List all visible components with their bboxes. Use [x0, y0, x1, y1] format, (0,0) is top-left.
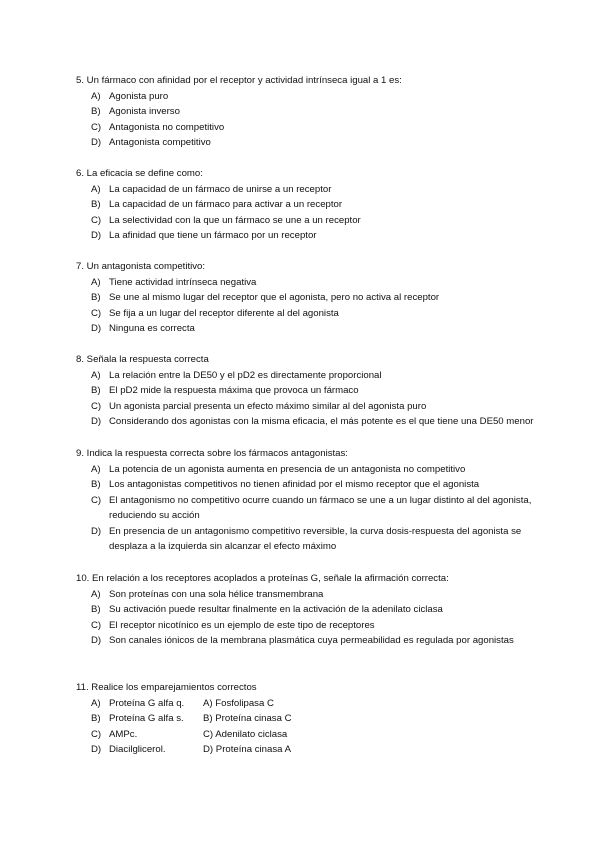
option-text: Un agonista parcial presenta un efecto máximo similar al del agonista puro [109, 400, 427, 412]
option-a [76, 275, 536, 291]
option-text: Ninguna es correcta [109, 323, 195, 334]
pair-left: Proteína G alfa s. [109, 713, 184, 724]
option-letter: A) [91, 369, 101, 381]
option-letter: C) [91, 619, 102, 631]
question-text: 10. En relación a los receptores acoplados a proteínas G, señale la afirmación correcta: [76, 573, 449, 584]
option-d [76, 633, 536, 649]
option-d [76, 135, 536, 151]
pairs-list [76, 696, 536, 758]
option-text: El receptor nicotínico es un ejemplo de este tipo de receptores [109, 619, 375, 631]
option-d [76, 321, 536, 337]
question-text: 5. Un fármaco con afinidad por el receptor y actividad intrínseca igual a 1 es: [76, 75, 402, 86]
option-b [76, 104, 536, 120]
option-c [76, 213, 536, 229]
options-list [76, 89, 536, 151]
option-text: La relación entre la DE50 y el pD2 es directamente proporcional [109, 369, 382, 381]
option-text: Agonista puro [109, 90, 169, 102]
options-list [76, 182, 536, 244]
option-text: Antagonista competitivo [109, 137, 211, 148]
option-b [76, 290, 536, 306]
question-6 [76, 166, 536, 244]
option-letter: B) [91, 292, 101, 303]
option-text: Agonista inverso [109, 106, 180, 117]
option-text: Se fija a un lugar del receptor diferente al del agonista [109, 307, 339, 319]
option-letter: C) [91, 121, 102, 133]
option-c [76, 399, 536, 415]
pair-left: AMPc. [109, 728, 138, 740]
option-text: Su activación puede resultar finalmente en la activación de la adenilato ciclasa [109, 604, 443, 615]
question-10 [76, 571, 536, 649]
option-c [76, 306, 536, 322]
option-b [76, 477, 536, 493]
option-a [76, 462, 536, 478]
option-letter: D) [91, 230, 102, 241]
pair-right: C) Adenilato ciclasa [203, 728, 288, 740]
option-letter: B) [91, 479, 101, 490]
question-5 [76, 73, 536, 151]
option-letter: D) [91, 744, 102, 755]
pair-right: D) Proteína cinasa A [203, 744, 291, 755]
option-letter: B) [91, 106, 101, 117]
option-a [76, 368, 536, 384]
pair-left: Diacilglicerol. [109, 744, 166, 755]
option-letter: B) [91, 199, 101, 210]
option-b [76, 383, 536, 399]
option-letter: D) [91, 635, 102, 646]
option-text: El antagonismo no competitivo ocurre cuando un fármaco se une a un lugar distinto al del agonista, reduciendo su acción [109, 494, 532, 521]
question-text: 7. Un antagonista competitivo: [76, 261, 206, 272]
option-letter: B) [91, 385, 101, 396]
pair-row [76, 727, 536, 743]
pair-row [76, 711, 536, 727]
option-c [76, 618, 536, 634]
option-text: La selectividad con la que un fármaco se une a un receptor [109, 214, 361, 226]
option-letter: A) [91, 90, 101, 102]
option-text: La afinidad que tiene un fármaco por un receptor [109, 230, 317, 241]
option-d [76, 228, 536, 244]
option-letter: A) [91, 276, 101, 288]
option-d [76, 414, 536, 430]
option-letter: C) [91, 400, 102, 412]
option-text: Los antagonistas competitivos no tienen afinidad por el mismo receptor que el agonista [109, 479, 480, 490]
option-letter: B) [91, 713, 101, 724]
option-text: Considerando dos agonistas con la misma eficacia, el más potente es el que tiene una DE50 menor [109, 416, 534, 427]
pair-right: B) Proteína cinasa C [203, 713, 292, 724]
option-letter: D) [91, 525, 102, 537]
question-7 [76, 259, 536, 337]
options-list [76, 587, 536, 649]
option-letter: A) [91, 463, 101, 475]
option-letter: D) [91, 323, 102, 334]
question-text: 9. Indica la respuesta correcta sobre los fármacos antagonistas: [76, 448, 348, 459]
question-text: 8. Señala la respuesta correcta [76, 354, 209, 365]
option-text: La potencia de un agonista aumenta en presencia de un antagonista no competitivo [109, 463, 466, 475]
option-a [76, 587, 536, 603]
option-text: La capacidad de un fármaco para activar a un receptor [109, 199, 343, 210]
option-text: El pD2 mide la respuesta máxima que provoca un fármaco [109, 385, 359, 396]
option-letter: A) [91, 588, 101, 600]
option-c [76, 120, 536, 136]
options-list [76, 275, 536, 337]
option-letter: C) [91, 494, 102, 506]
option-a [76, 182, 536, 198]
option-b [76, 197, 536, 213]
question-text: 6. La eficacia se define como: [76, 168, 203, 179]
pair-left: Proteína G alfa q. [109, 697, 185, 709]
option-letter: B) [91, 604, 101, 615]
option-text: Se une al mismo lugar del receptor que el agonista, pero no activa al receptor [109, 292, 440, 303]
option-a [76, 89, 536, 105]
option-text: Son canales iónicos de la membrana plasmática cuya permeabilidad es regulada por agonistas [109, 635, 514, 646]
pair-row [76, 696, 536, 712]
options-list [76, 462, 536, 555]
option-letter: A) [91, 183, 101, 195]
option-letter: D) [91, 137, 102, 148]
question-text: 11. Realice los emparejamientos correctos [76, 682, 257, 693]
option-text: En presencia de un antagonismo competitivo reversible, la curva dosis-respuesta del agonista se desplaza a la izquierda sin alcanzar el efecto máximo [109, 525, 522, 552]
options-list [76, 368, 536, 430]
option-b [76, 602, 536, 618]
option-letter: C) [91, 307, 102, 319]
option-letter: D) [91, 416, 102, 427]
option-text: Antagonista no competitivo [109, 121, 225, 133]
question-11 [76, 680, 536, 758]
option-text: Son proteínas con una sola hélice transmembrana [109, 588, 324, 600]
option-letter: C) [91, 728, 102, 740]
option-text: La capacidad de un fármaco de unirse a un receptor [109, 183, 332, 195]
pair-row [76, 742, 536, 758]
option-letter: A) [91, 697, 101, 709]
option-c [76, 493, 536, 524]
question-9 [76, 446, 536, 555]
question-8 [76, 352, 536, 430]
pair-right: A) Fosfolipasa C [203, 697, 274, 709]
option-text: Tiene actividad intrínseca negativa [109, 276, 257, 288]
option-letter: C) [91, 214, 102, 226]
option-d [76, 524, 536, 555]
